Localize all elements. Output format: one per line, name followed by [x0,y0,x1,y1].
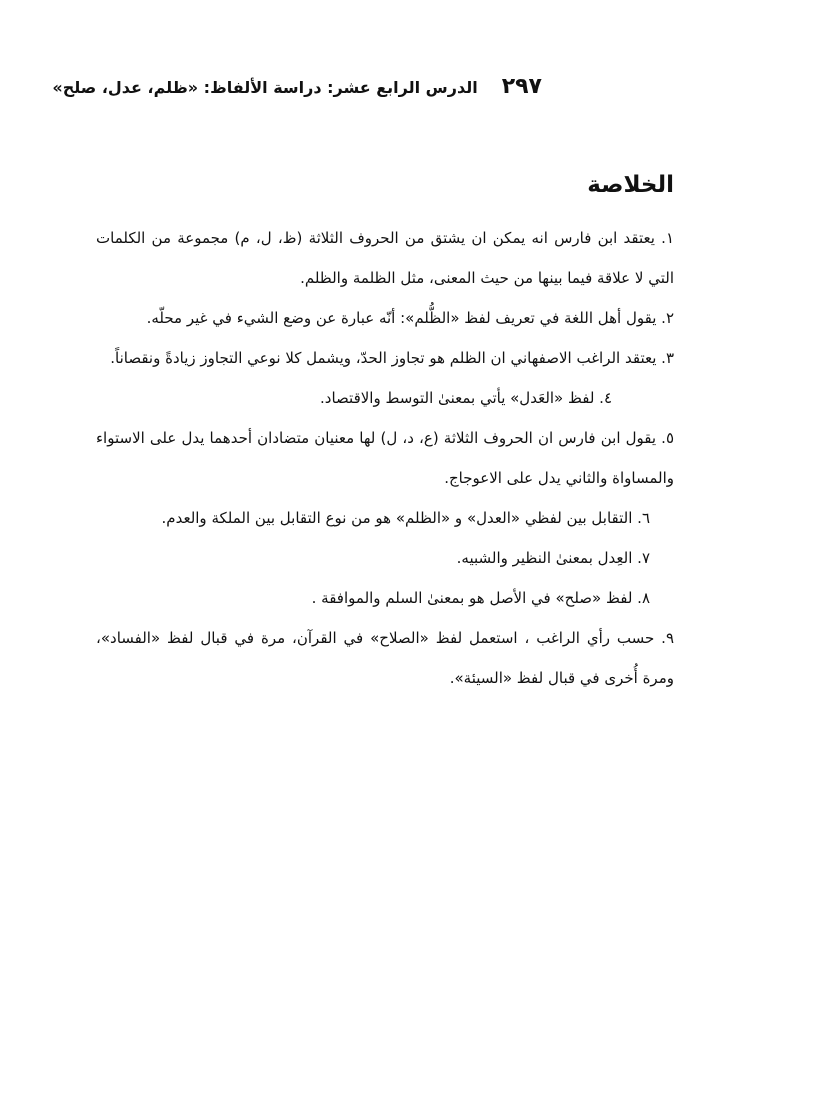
summary-item-3: ٣. يعتقد الراغب الاصفهاني ان الظلم هو تجاوز الحدّ، ويشمل كلا نوعي التجاوز زيادةً ونقصاناً. [110,349,674,367]
summary-item-9: ٩. حسب رأي الراغب ، استعمل لفظ «الصلاح» في القرآن، مرة في قبال لفظ «الفساد»، ومرة أُخرى في قبال لفظ «السيئة». [96,629,674,687]
summary-list [96,218,674,698]
running-title: الدرس الرابع عشر: دراسة الألفاظ: «ظلم، عدل، صلح» [52,78,478,97]
summary-item-5: ٥. يقول ابن فارس ان الحروف الثلاثة (ع، د، ل) لها معنيان متضادان أحدهما يدل على الاستواء والمساواة والثاني يدل على الاعوجاج. [96,429,674,487]
summary-item-6: ٦. التقابل بين لفظي «العدل» و «الظلم» هو من نوع التقابل بين الملكة والعدم. [161,509,650,527]
summary-item-2: ٢. يقول أهل اللغة في تعريف لفظ «الظُّلم»: أنّه عبارة عن وضع الشيء في غير محلّه. [146,309,674,327]
page-number: ٢٩٧ [501,74,542,99]
summary-item-7: ٧. العِدل بمعنىٰ النظير والشبيه. [456,549,650,567]
section-title: الخلاصة [587,172,674,198]
summary-item-1: ١. يعتقد ابن فارس انه يمكن ان يشتق من الحروف الثلاثة (ظ، ل، م) مجموعة من الكلمات التي لا علاقة فيما بينها من حيث المعنى، مثل الظلمة والظلم. [96,229,674,287]
summary-item-8: ٨. لفظ «صلح» في الأصل هو بمعنىٰ السلم والموافقة . [311,589,650,607]
summary-item-4: ٤. لفظ «العَدل» يأتي بمعنىٰ التوسط والاقتصاد. [320,389,612,407]
running-header [52,74,542,99]
